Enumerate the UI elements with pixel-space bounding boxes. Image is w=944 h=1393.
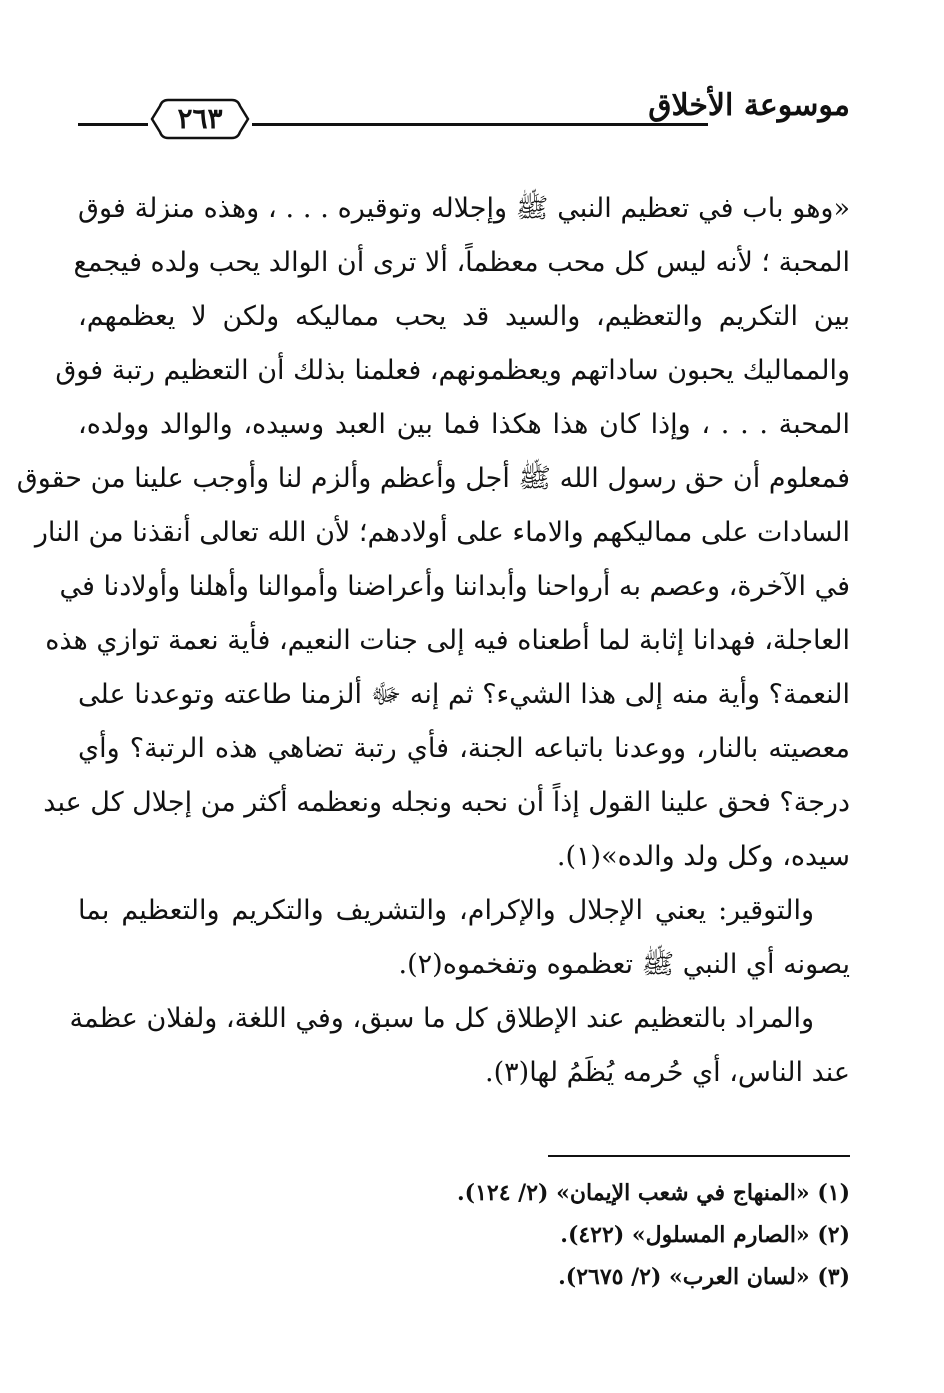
- text-line: السادات على مماليكهم والاماء على أولادهم؛ لأن الله تعالى أنقذنا من النار: [34, 517, 850, 548]
- text-line: النعمة؟ وأية منه إلى هذا الشيء؟ ثم إنه ﷻ ألزمنا طاعته وتوعدنا على: [78, 679, 850, 710]
- text-line: درجة؟ فحق علينا القول إذاً أن نحبه ونجله ونعظمه أكثر من إجلال كل عبد: [43, 787, 850, 818]
- header-rule: [78, 123, 148, 126]
- footnote-item: (٣) «لسان العرب» (٢/ ٢٦٧٥).: [558, 1264, 850, 1290]
- text-line: والمراد بالتعظيم عند الإطلاق كل ما سبق، وفي اللغة، ولفلان عظمة: [69, 1003, 814, 1034]
- main-text: [16, 182, 850, 1100]
- text-line: فمعلوم أن حق رسول الله ﷺ أجل وأعظم وألزم لنا وأوجب علينا من حقوق: [16, 463, 850, 494]
- text-line: والمماليك يحبون ساداتهم ويعظمونهم، فعلمنا بذلك أن التعظيم رتبة فوق: [55, 355, 850, 386]
- header-rule: [252, 123, 708, 126]
- text-line: المحبة . . . ، وإذا كان هذا هكذا فما بين العبد وسيده، والوالد وولده،: [78, 409, 850, 440]
- text-line: معصيته بالنار، ووعدنا باتباعه الجنة، فأي رتبة تضاهي هذه الرتبة؟ وأي: [78, 733, 850, 764]
- text-line: في الآخرة، وعصم به أرواحنا وأبداننا وأعراضنا وأموالنا وأهلنا وأولادنا في: [59, 571, 850, 602]
- footnotes: [78, 1172, 850, 1298]
- text-line: العاجلة، فهدانا إثابة لما أطعناه فيه إلى جنات النعيم، فأية نعمة توازي هذه: [45, 625, 850, 656]
- footnote-separator: [548, 1155, 850, 1157]
- text-line: «وهو باب في تعظيم النبي ﷺ وإجلاله وتوقيره . . . ، وهذه منزلة فوق: [78, 193, 850, 224]
- footnote-item: (٢) «الصارم المسلول» (٤٢٢).: [560, 1222, 850, 1248]
- text-line: المحبة ؛ لأنه ليس كل محب معظماً، ألا ترى أن الوالد يحب ولده فيجمع: [73, 247, 850, 278]
- text-line: عند الناس، أي حُرمه يُظَمُ لها(٣).: [485, 1057, 850, 1088]
- text-line: بين التكريم والتعظيم، والسيد قد يحب مماليكه ولكن لا يعظمهم،: [78, 301, 850, 332]
- page-header: [78, 82, 850, 142]
- page-number: ٢٦٣: [177, 102, 223, 135]
- footnote-item: (١) «المنهاج في شعب الإيمان» (٢/ ١٢٤).: [456, 1180, 850, 1206]
- text-line: سيده، وكل ولد والده»(١).: [556, 841, 850, 872]
- text-line: يصونه أي النبي ﷺ تعظموه وتفخموه(٢).: [398, 949, 850, 980]
- text-line: والتوقير: يعني الإجلال والإكرام، والتشريف والتكريم والتعظيم بما: [78, 895, 814, 926]
- page-number-ornament: [150, 96, 250, 142]
- book-title: موسوعة الأخلاق: [648, 88, 850, 123]
